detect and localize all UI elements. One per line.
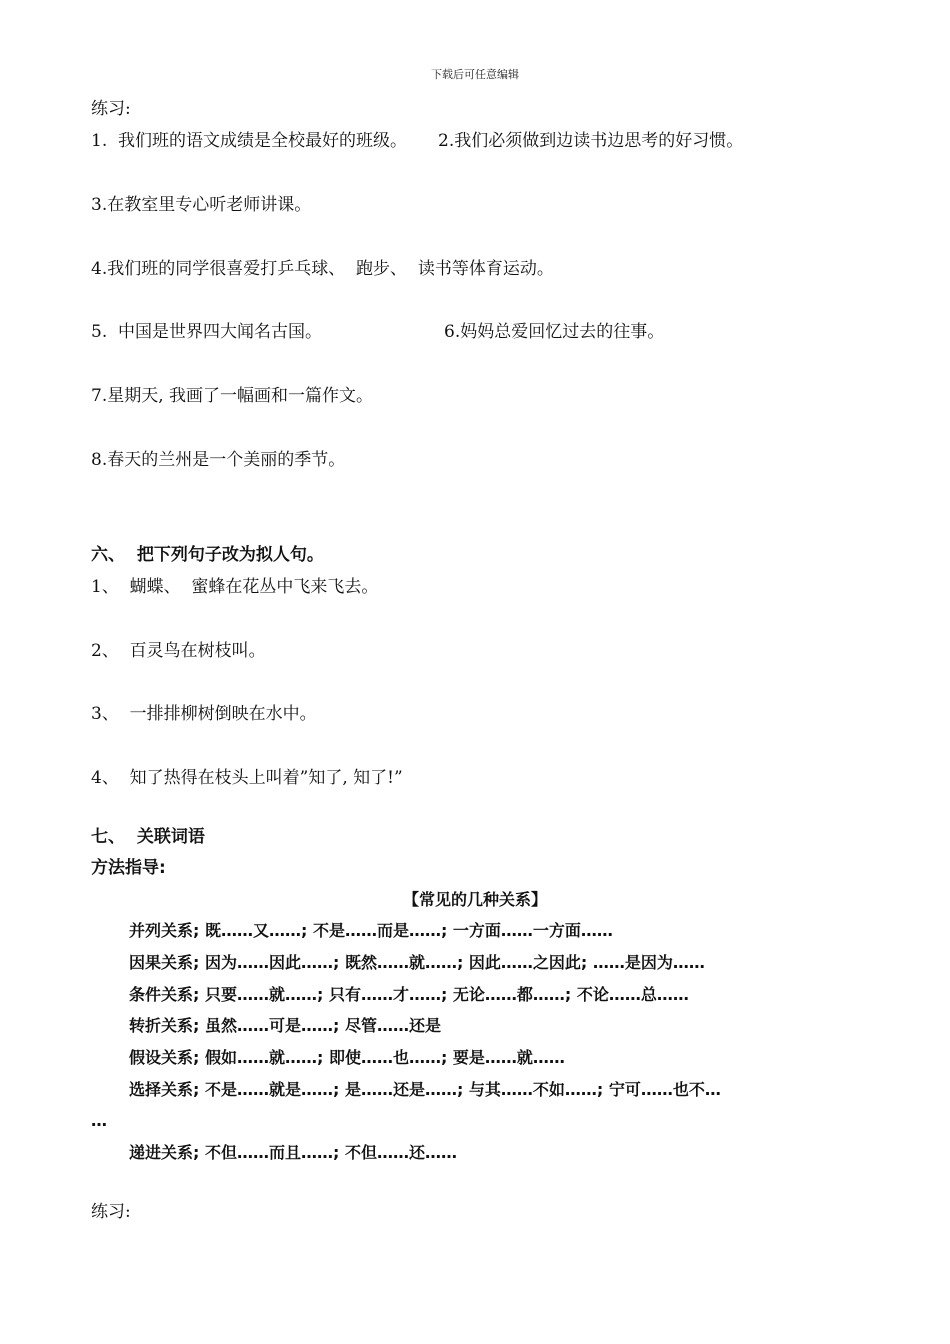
relation-row: 因果关系; 因为……因此……; 既然……就……; 因此……之因此; ……是因为…… [129,953,705,972]
section-seven-title: 七、 关联词语 [91,827,205,847]
practice-q3: 3.在教室里专心听老师讲课。 [91,195,312,215]
practice-q8: 8.春天的兰州是一个美丽的季节。 [91,450,346,470]
relation-row: 转折关系; 虽然……可是……; 尽管……还是 [129,1016,441,1035]
header-note: 下载后可任意编辑 [431,68,519,81]
practice-label-two: 练习: [91,1202,131,1222]
practice-q5: 5. 中国是世界四大闻名古国。 [91,322,323,342]
method-guide-label: 方法指导: [91,858,166,878]
relation-row: 递进关系; 不但……而且……; 不但……还…… [129,1143,457,1162]
relation-row-continuation: … [91,1111,107,1130]
relations-box-title: 【常见的几种关系】 [402,890,547,909]
practice-q2: 2.我们必须做到边读书边思考的好习惯。 [438,131,744,151]
section-six-title: 六、 把下列句子改为拟人句。 [91,545,324,565]
section-six-item: 2、 百灵鸟在树枝叫。 [91,641,266,661]
relation-row: 条件关系; 只要……就……; 只有……才……; 无论……都……; 不论……总…… [129,985,689,1004]
practice-label: 练习: [91,99,131,119]
practice-q1: 1. 我们班的语文成绩是全校最好的班级。 [91,131,408,151]
relation-row: 并列关系; 既……又……; 不是……而是……; 一方面……一方面…… [129,921,613,940]
practice-q7: 7.星期天, 我画了一幅画和一篇作文。 [91,386,374,406]
practice-q6: 6.妈妈总爱回忆过去的往事。 [444,322,665,342]
relation-row: 假设关系; 假如……就……; 即使……也……; 要是……就…… [129,1048,565,1067]
practice-q4: 4.我们班的同学很喜爱打乒乓球、 跑步、 读书等体育运动。 [91,259,554,279]
relation-row: 选择关系; 不是……就是……; 是……还是……; 与其……不如……; 宁可……也不… [129,1080,721,1099]
section-six-item: 1、 蝴蝶、 蜜蜂在花丛中飞来飞去。 [91,577,379,597]
section-six-item: 4、 知了热得在枝头上叫着”知了, 知了!” [91,768,403,788]
section-six-item: 3、 一排排柳树倒映在水中。 [91,704,317,724]
